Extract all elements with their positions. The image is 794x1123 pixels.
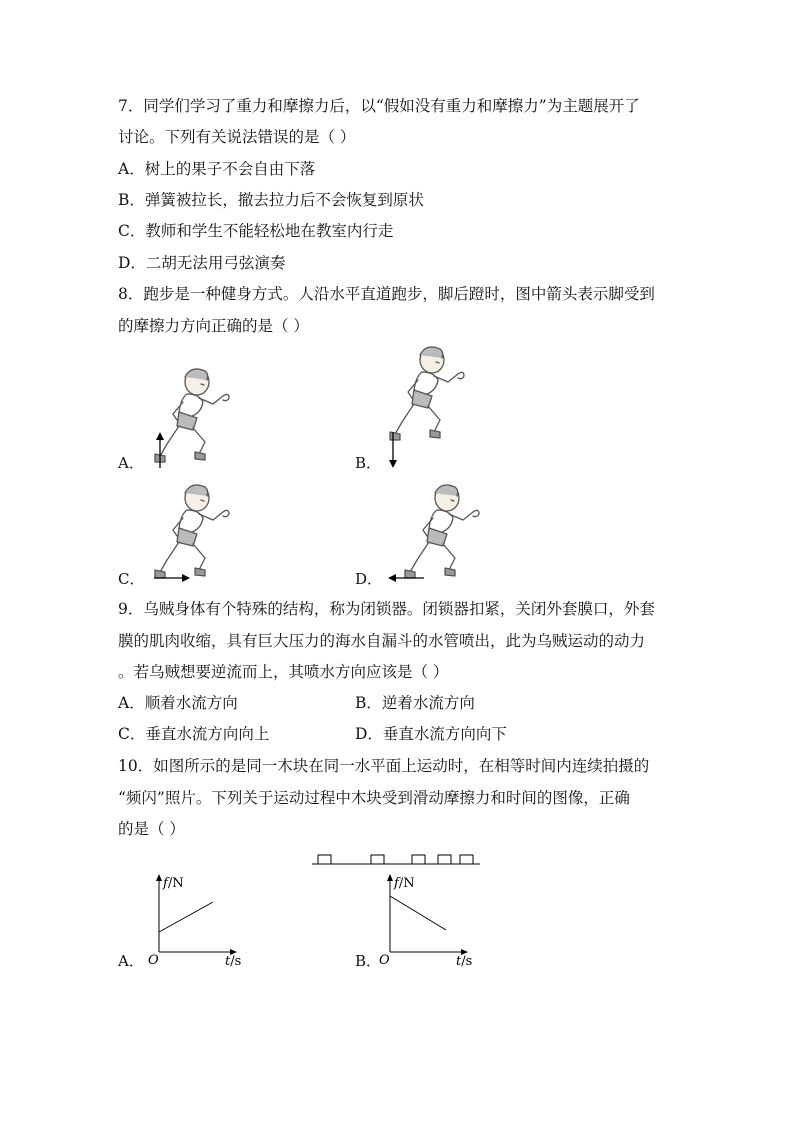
- q7-stem-line1: 7．同学们学习了重力和摩擦力后，以“假如没有重力和摩擦力”为主题展开了: [118, 97, 640, 115]
- q7-option-d: D．二胡无法用弓弦演奏: [118, 254, 286, 272]
- q8-option-a-label: A．: [118, 454, 144, 472]
- q8-stem-line1: 8．跑步是一种健身方式。人沿水平直道跑步，脚后蹬时，图中箭头表示脚受到: [118, 285, 655, 303]
- graph-b-line: [390, 896, 446, 930]
- q8-stem-line2: 的摩擦力方向正确的是（ ）: [118, 317, 309, 335]
- graph-a-x-label: t/s: [225, 954, 242, 969]
- strobe-photo-diagram: [312, 853, 482, 867]
- block-position-5: [460, 855, 473, 864]
- block-position-4: [438, 855, 451, 864]
- q10-stem-line1: 10．如图所示的是同一木块在同一水平面上运动时，在相等时间内连续拍摄的: [118, 757, 650, 775]
- friction-arrow-left-d: [386, 571, 426, 585]
- graph-b-origin: O: [379, 953, 390, 968]
- friction-arrow-up-a: [150, 430, 170, 470]
- q10-stem-line3: 的是（ ）: [118, 820, 185, 838]
- block-position-2: [371, 855, 384, 864]
- q8-option-c-label: C．: [118, 570, 145, 588]
- q9-stem-line1: 9．乌贼身体有个特殊的结构，称为闭锁器。闭锁器扣紧，关闭外套膜口，外套: [118, 600, 655, 618]
- q9-option-c: C．垂直水流方向向上: [118, 725, 270, 743]
- q10-stem-line2: “频闪”照片。下列关于运动过程中木块受到滑动摩擦力和时间的图像，正确: [118, 789, 630, 807]
- graph-a-origin: O: [148, 953, 159, 968]
- friction-arrow-right-c: [152, 571, 192, 585]
- q7-option-c: C．教师和学生不能轻松地在教室内行走: [118, 222, 394, 240]
- graph-a: [145, 872, 255, 967]
- graph-b-x-label: t/s: [456, 954, 473, 969]
- q9-stem-line2: 膜的肌肉收缩，具有巨大压力的海水自漏斗的水管喷出，此为乌贼运动的动力: [118, 632, 646, 650]
- q8-option-b-label: B．: [355, 454, 382, 472]
- graph-b-y-label: f/N: [394, 876, 415, 891]
- block-position-1: [318, 855, 331, 864]
- graph-b: [376, 872, 486, 967]
- graph-a-line: [159, 902, 213, 932]
- q10-option-a-label: A．: [118, 952, 144, 970]
- q8-option-d-label: D．: [355, 570, 383, 588]
- q7-option-a: A．树上的果子不会自由下落: [118, 160, 316, 178]
- q9-stem-line3: 。若乌贼想要逆流而上，其喷水方向应该是（ ）: [118, 663, 449, 681]
- q10-option-b-label: B．: [355, 952, 382, 970]
- q9-option-a: A．顺着水流方向: [118, 694, 238, 712]
- q7-option-b: B．弹簧被拉长，撤去拉力后不会恢复到原状: [118, 191, 424, 209]
- q9-option-d: D．垂直水流方向向下: [355, 725, 507, 743]
- q7-stem-line2: 讨论。下列有关说法错误的是（ ）: [118, 128, 356, 146]
- friction-arrow-down-b: [383, 430, 403, 470]
- q9-option-b: B．逆着水流方向: [355, 694, 475, 712]
- graph-a-y-label: f/N: [163, 876, 184, 891]
- block-position-3: [412, 855, 425, 864]
